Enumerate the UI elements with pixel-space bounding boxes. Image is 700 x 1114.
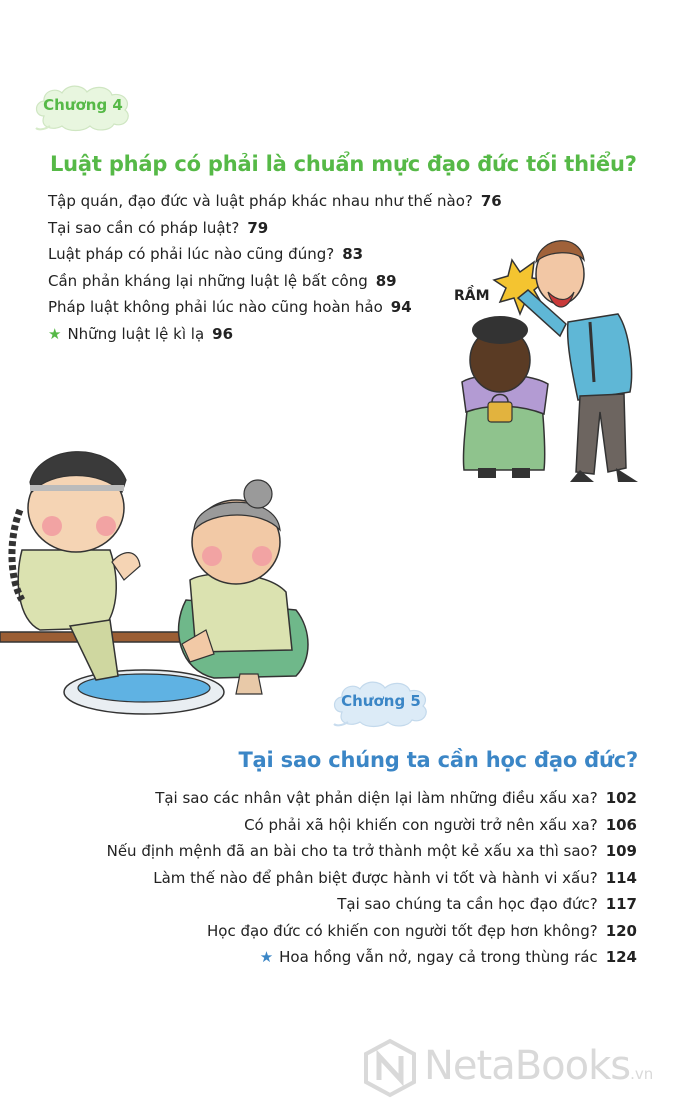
toc-item-page-number: 83 [342,245,364,263]
toc-item-page-number: 120 [605,921,637,940]
chapter5-toc-item [107,838,637,865]
toc-item-text: Hoa hồng vẫn nở, ngay cả trong thùng rác [279,948,598,966]
chapter4-toc-item [48,215,502,242]
toc-item-page-number: 94 [390,298,412,316]
toc-item-text: Nếu định mệnh đã an bài cho ta trở thành một kẻ xấu xa thì sao? [106,842,598,860]
toc-item-text: Tại sao các nhân vật phản diện lại làm những điều xấu xa? [155,789,598,807]
toc-item-text: Luật pháp có phải lúc nào cũng đúng? [48,245,335,263]
chapter5-toc-item [107,785,637,812]
toc-item-page-number: 76 [480,192,502,210]
watermark-brand: NetaBooks [424,1043,631,1089]
toc-item-page-number: 89 [375,271,397,290]
toc-item-page-number: 79 [247,218,269,237]
watermark-domain: .vn [630,1065,654,1083]
netabooks-logo-icon [362,1038,418,1098]
star-icon: ★ [48,324,62,343]
chapter5-toc-item [107,918,637,945]
chapter5-toc-item [107,812,637,839]
chapter5-toc-item [107,891,637,918]
chapter-5-title: Tại sao chúng ta cần học đạo đức? [238,748,638,772]
toc-item-text: Cần phản kháng lại những luật lệ bất công [48,271,368,290]
toc-item-page-number: 96 [212,324,234,343]
chapter5-toc-item [107,944,637,971]
toc-item-text: Làm thế nào để phân biệt được hành vi tốt và hành vi xấu? [153,868,598,887]
toc-item-text: Tập quán, đạo đức và luật pháp khác nhau như thế nào? [48,192,473,210]
foot-washing-illustration [0,430,320,730]
chapter-4-badge [30,82,136,134]
chapter-5-badge-label: Chương 5 [341,692,421,710]
chapter4-toc-item [48,188,502,215]
chapter5-toc-item [107,865,637,892]
sound-effect-text: RẦM [454,288,490,304]
chapter4-toc-item [48,321,502,348]
toc-item-page-number: 109 [605,842,637,860]
toc-item-page-number: 117 [605,895,637,913]
chapter4-toc-item [48,268,502,295]
toc-item-page-number: 124 [605,948,637,966]
toc-item-page-number: 102 [605,789,637,807]
toc-item-page-number: 114 [605,868,637,887]
angry-man-illustration [448,232,648,486]
toc-item-page-number: 106 [605,815,637,834]
netabooks-watermark [362,1038,692,1100]
chapter-4-badge-label: Chương 4 [43,96,123,114]
chapter4-toc-item [48,294,502,321]
toc-item-text: Những luật lệ kì lạ [67,324,205,343]
chapter-5-badge [328,678,434,730]
chapter4-toc-item [48,241,502,268]
toc-item-text: Pháp luật không phải lúc nào cũng hoàn hảo [48,298,383,316]
toc-item-text: Có phải xã hội khiến con người trở nên xấu xa? [244,815,598,834]
star-icon: ★ [259,948,274,966]
toc-item-text: Tại sao cần có pháp luật? [48,218,240,237]
chapter-4-toc [48,188,502,347]
toc-item-text: Học đạo đức có khiến con người tốt đẹp hơn không? [207,921,598,940]
chapter-5-toc [107,785,637,971]
chapter-4-title: Luật pháp có phải là chuẩn mực đạo đức tối thiểu? [50,152,637,176]
toc-item-text: Tại sao chúng ta cần học đạo đức? [337,895,598,913]
